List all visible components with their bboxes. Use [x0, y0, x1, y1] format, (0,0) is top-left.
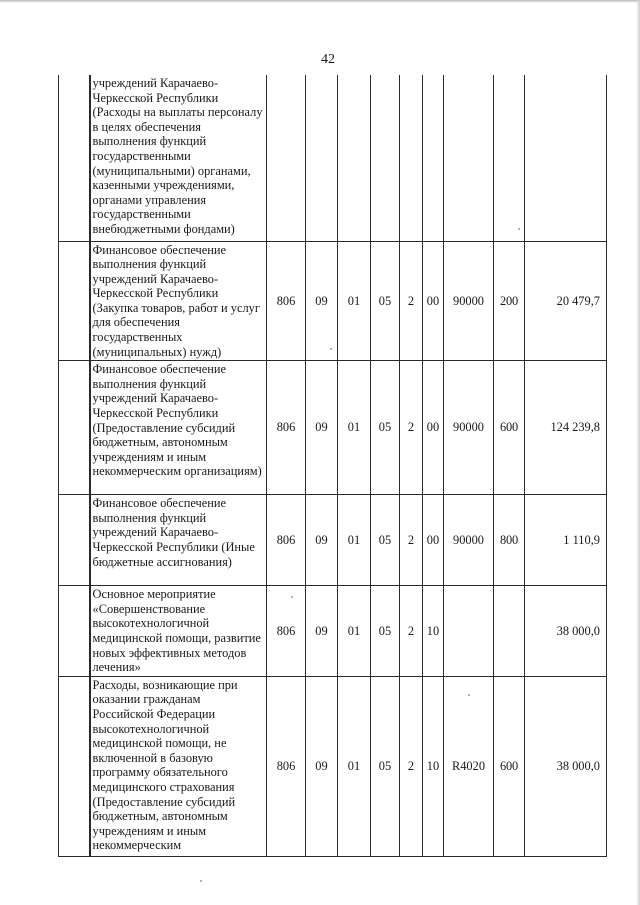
scan-edge-shadow: [0, 0, 640, 3]
table-cell-number: [59, 495, 90, 586]
table-row: [59, 586, 607, 677]
table-cell-expense-type: [494, 75, 525, 241]
table-cell-main-event: [423, 75, 444, 241]
table-cell-subprogram: 2: [400, 241, 423, 361]
table-cell-name: Расходы, возникающие при оказании гражданам Российской Федерации высокотехнологичной медицинской помощи, не включенной в базовую программу обязательного медицинского страхования (Предоставление субсидий бюджетным, автономным учреждениям и иным некоммерческим: [90, 676, 267, 856]
table-cell-program: 05: [371, 676, 400, 856]
scan-edge-shadow-right: [636, 0, 640, 905]
table-row: [59, 495, 607, 586]
table-cell-expense-type: [494, 586, 525, 677]
table-cell-direction: 90000: [444, 241, 494, 361]
scan-speck: [200, 880, 202, 882]
table-cell-number: [59, 361, 90, 495]
table-cell-subsection: 01: [338, 495, 371, 586]
table-cell-amount: 38 000,0: [525, 586, 607, 677]
table-cell-main-event: 00: [423, 361, 444, 495]
table-cell-amount: [525, 75, 607, 241]
table-cell-name: Основное мероприятие «Совершенствование высокотехнологичной медицинской помощи, развитие новых эффективных методов лечения»: [90, 586, 267, 677]
table-cell-name: Финансовое обеспечение выполнения функций учреждений Карачаево-Черкесской Республики (Предоставление субсидий бюджетным, автономным учреждениям и иным некоммерческим организациям): [90, 361, 267, 495]
table-cell-subprogram: 2: [400, 586, 423, 677]
table-cell-direction: [444, 75, 494, 241]
table-cell-ministry: 806: [267, 241, 306, 361]
table-cell-section: 09: [306, 495, 338, 586]
table-cell-subsection: 01: [338, 361, 371, 495]
table-cell-name: Финансовое обеспечение выполнения функций учреждений Карачаево-Черкесской Республики (Иные бюджетные ассигнования): [90, 495, 267, 586]
table-row: [59, 361, 607, 495]
table-cell-program: 05: [371, 586, 400, 677]
table-cell-amount: 124 239,8: [525, 361, 607, 495]
table-cell-subprogram: 2: [400, 361, 423, 495]
table-cell-main-event: 10: [423, 676, 444, 856]
table-cell-subsection: 01: [338, 586, 371, 677]
table-cell-program: [371, 75, 400, 241]
table-row: [59, 75, 607, 241]
table-cell-name: Финансовое обеспечение выполнения функций учреждений Карачаево-Черкесской Республики (Закупка товаров, работ и услуг для обеспечения государственных (муниципальных) нужд): [90, 241, 267, 361]
table-cell-ministry: 806: [267, 676, 306, 856]
table-cell-subprogram: 2: [400, 676, 423, 856]
table-cell-expense-type: 200: [494, 241, 525, 361]
table-cell-direction: R4020: [444, 676, 494, 856]
table-cell-amount: 1 110,9: [525, 495, 607, 586]
table-cell-subprogram: [400, 75, 423, 241]
table-cell-number: [59, 75, 90, 241]
table-cell-subprogram: 2: [400, 495, 423, 586]
table-cell-ministry: 806: [267, 495, 306, 586]
table-cell-direction: [444, 586, 494, 677]
table-cell-subsection: [338, 75, 371, 241]
table-cell-direction: 90000: [444, 361, 494, 495]
table-cell-direction: 90000: [444, 495, 494, 586]
table-cell-ministry: 806: [267, 361, 306, 495]
table-cell-number: [59, 241, 90, 361]
table-cell-subsection: 01: [338, 241, 371, 361]
scan-speck: [330, 348, 332, 350]
scan-speck: [291, 596, 293, 598]
table-cell-expense-type: 800: [494, 495, 525, 586]
table-cell-name: учреждений Карачаево-Черкесской Республики (Расходы на выплаты персоналу в целях обеспечения выполнения функций государственными (муниципальными) органами, казенными учреждениями, органами управления государственными внебюджетными фондами): [90, 75, 267, 241]
table-cell-expense-type: 600: [494, 676, 525, 856]
page-number: 42: [321, 52, 335, 67]
table-cell-number: [59, 586, 90, 677]
table-cell-section: 09: [306, 241, 338, 361]
table-cell-ministry: [267, 75, 306, 241]
table-cell-main-event: 00: [423, 495, 444, 586]
scan-speck: [518, 228, 520, 230]
table-cell-amount: 38 000,0: [525, 676, 607, 856]
table-row: [59, 241, 607, 361]
table-cell-program: 05: [371, 361, 400, 495]
table-row: [59, 676, 607, 856]
table-cell-section: 09: [306, 361, 338, 495]
scan-speck: [468, 694, 470, 696]
table-cell-section: 09: [306, 586, 338, 677]
table-cell-program: 05: [371, 495, 400, 586]
table-cell-amount: 20 479,7: [525, 241, 607, 361]
budget-table: [58, 75, 607, 857]
table-cell-program: 05: [371, 241, 400, 361]
table-cell-expense-type: 600: [494, 361, 525, 495]
table-cell-main-event: 00: [423, 241, 444, 361]
table-cell-main-event: 10: [423, 586, 444, 677]
table-cell-number: [59, 676, 90, 856]
table-cell-section: 09: [306, 676, 338, 856]
table-cell-section: [306, 75, 338, 241]
table-cell-ministry: 806: [267, 586, 306, 677]
table-cell-subsection: 01: [338, 676, 371, 856]
